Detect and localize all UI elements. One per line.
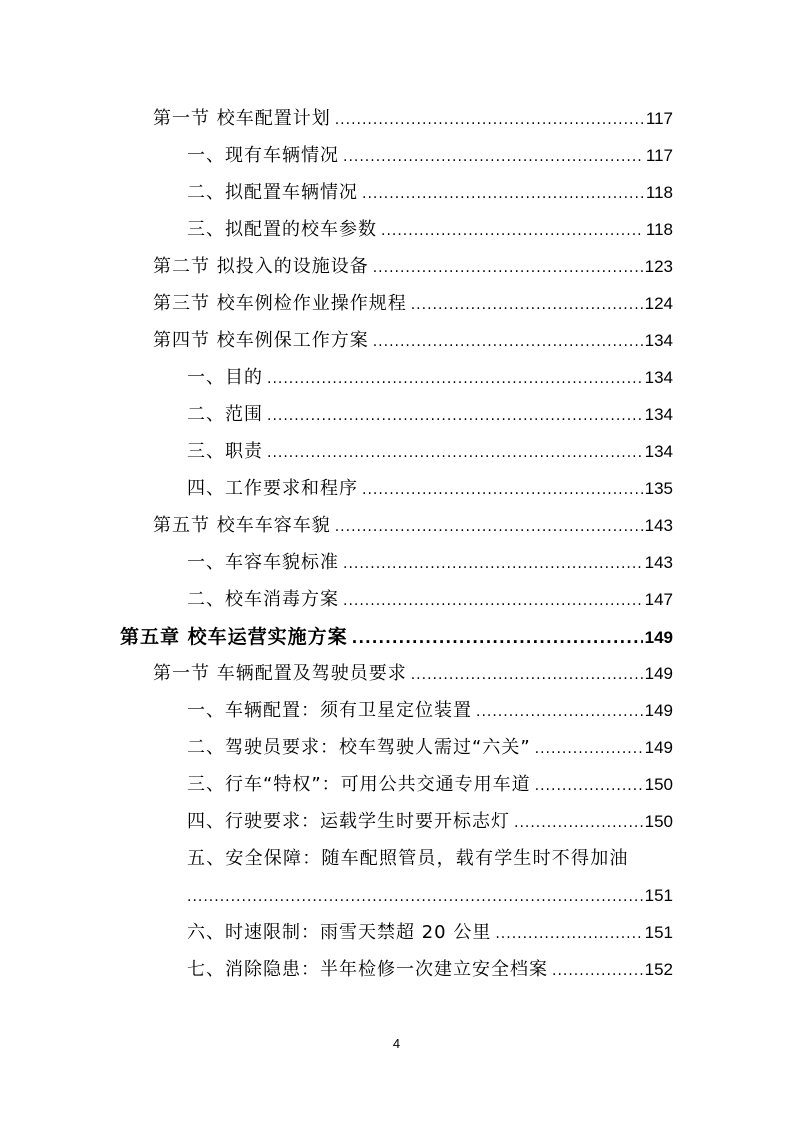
toc-leader-dots	[535, 771, 643, 801]
toc-entry[interactable]	[187, 585, 673, 615]
toc-entry[interactable]	[187, 696, 673, 726]
toc-leader-dots	[373, 253, 643, 283]
toc-entry-title: 三、职责	[187, 441, 263, 462]
toc-entry-title: 四、工作要求和程序	[187, 478, 358, 499]
toc-leader-dots	[267, 401, 643, 431]
toc-entry-title: 第一节 车辆配置及驾驶员要求	[153, 663, 407, 684]
toc-entry-title: 七、消除隐患：半年检修一次建立安全档案	[187, 959, 548, 980]
toc-entry-page: 151	[644, 886, 673, 905]
toc-leader-dots	[411, 290, 643, 320]
toc-entry-page: 134	[644, 331, 673, 350]
toc-entry-page: 149	[644, 738, 673, 757]
toc-entry-title: 三、行车“特权”：可用公共交通专用车道	[187, 774, 531, 795]
toc-entry-title: 一、现有车辆情况	[187, 145, 339, 166]
toc-entry[interactable]	[187, 141, 673, 171]
toc-entry-title: 二、驾驶员要求：校车驾驶人需过“六关”	[187, 737, 531, 758]
toc-entry[interactable]	[187, 955, 673, 985]
toc-entry[interactable]	[153, 326, 673, 356]
toc-leader-dots	[343, 586, 643, 616]
toc-leader-dots	[335, 105, 644, 135]
toc-leader-dots	[362, 179, 644, 209]
toc-entry-page: 151	[644, 923, 673, 942]
toc-entry-page: 134	[644, 405, 673, 424]
toc-entry[interactable]	[187, 437, 673, 467]
toc-leader-dots	[514, 808, 643, 838]
toc-entry-page: 149	[644, 664, 673, 683]
toc-leader-dots	[476, 697, 643, 727]
toc-entry[interactable]	[187, 474, 673, 504]
toc-leader-dots	[187, 882, 643, 912]
toc-entry[interactable]	[187, 918, 673, 948]
toc-entry[interactable]	[153, 252, 673, 282]
toc-entry-page: 134	[644, 442, 673, 461]
toc-entry-page: 124	[644, 294, 673, 313]
toc-entry-page: 117	[645, 109, 673, 128]
toc-entry-page: 134	[644, 368, 673, 387]
toc-entry-title: 二、拟配置车辆情况	[187, 182, 358, 203]
toc-entry-title: 六、时速限制：雨雪天禁超 20 公里	[187, 922, 492, 943]
toc-entry-page: 118	[645, 220, 673, 239]
toc-entry-title: 第五节 校车车容车貌	[153, 515, 331, 536]
toc-entry-title: 第一节 校车配置计划	[153, 108, 331, 129]
toc-entry[interactable]	[187, 400, 673, 430]
toc-entry[interactable]	[187, 363, 673, 393]
toc-entry-wrapped-title[interactable]	[187, 844, 673, 874]
toc-entry-title: 一、车辆配置：须有卫星定位装置	[187, 700, 472, 721]
toc-entry-title: 三、拟配置的校车参数	[187, 219, 377, 240]
toc-leader-dots	[552, 956, 643, 986]
toc-entry-page: 135	[644, 479, 673, 498]
toc-entry[interactable]	[153, 104, 673, 134]
toc-leader-dots	[495, 919, 642, 949]
toc-entry-page: 150	[644, 812, 673, 831]
toc-entry-page: 118	[645, 183, 673, 202]
toc-entry-continuation[interactable]	[187, 881, 673, 911]
toc-entry[interactable]	[153, 511, 673, 541]
toc-leader-dots	[381, 216, 644, 246]
toc-entry[interactable]	[187, 770, 673, 800]
toc-entry-page: 150	[644, 775, 673, 794]
toc-leader-dots	[343, 549, 643, 579]
toc-entry-page: 143	[644, 553, 673, 572]
toc-entry[interactable]	[153, 289, 673, 319]
toc-entry-title: 五、安全保障：随车配照管员，载有学生时不得加油	[187, 848, 629, 869]
toc-entry-title: 二、校车消毒方案	[187, 589, 339, 610]
toc-entry-title: 第二节 拟投入的设施设备	[153, 256, 369, 277]
toc-entry-page: 149	[644, 701, 673, 720]
toc-leader-dots	[267, 364, 643, 394]
toc-entry[interactable]	[187, 178, 673, 208]
toc-entry-title: 第五章 校车运营实施方案	[120, 626, 348, 648]
toc-entry-page: 149	[644, 628, 673, 647]
toc-leader-dots	[411, 660, 643, 690]
toc-entry-page: 152	[644, 960, 673, 979]
toc-entry-title: 第四节 校车例保工作方案	[153, 330, 369, 351]
toc-leader-dots	[373, 327, 643, 357]
toc-entry-chapter[interactable]	[120, 622, 673, 652]
toc-entry-page: 117	[645, 146, 673, 165]
toc-leader-dots	[535, 734, 643, 764]
page-number: 4	[392, 1036, 401, 1051]
toc-entry-page: 123	[644, 257, 673, 276]
toc-entry[interactable]	[187, 733, 673, 763]
toc-entry[interactable]	[153, 659, 673, 689]
toc-leader-dots	[343, 142, 644, 172]
toc-entry[interactable]	[187, 807, 673, 837]
toc-entry-page: 147	[644, 590, 673, 609]
toc-entry-page: 143	[644, 516, 673, 535]
toc-entry-title: 二、范围	[187, 404, 263, 425]
toc-entry-title: 一、目的	[187, 367, 263, 388]
toc-leader-dots	[352, 623, 643, 653]
toc-leader-dots	[267, 438, 643, 468]
toc-entry-title: 第三节 校车例检作业操作规程	[153, 293, 407, 314]
toc-entry[interactable]	[187, 215, 673, 245]
toc-leader-dots	[335, 512, 643, 542]
toc-entry-title: 一、车容车貌标准	[187, 552, 339, 573]
toc-entry-title: 四、行驶要求：运载学生时要开标志灯	[187, 811, 510, 832]
toc-leader-dots	[362, 475, 643, 505]
toc-entry[interactable]	[187, 548, 673, 578]
